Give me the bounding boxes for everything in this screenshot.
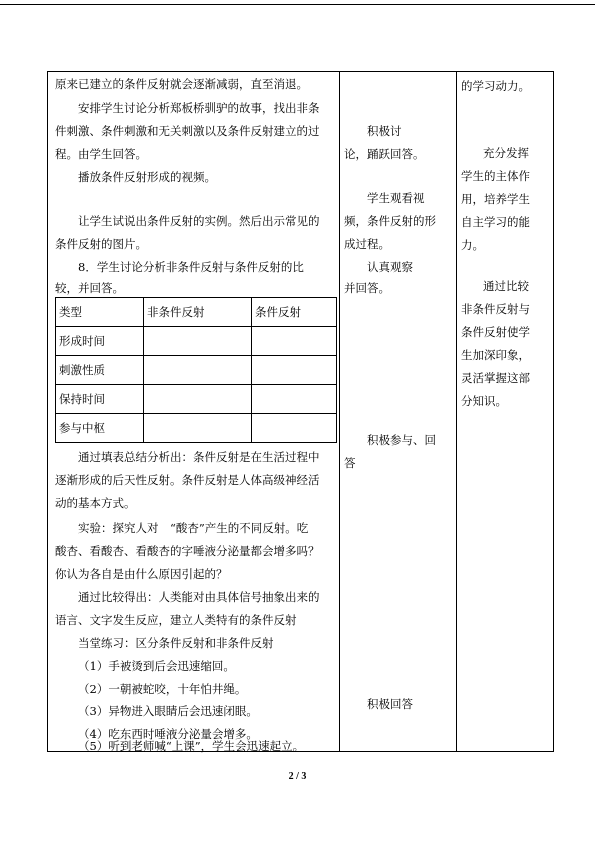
paragraph-line: 通过填表总结分析出：条件反射是在生活过程中 [78, 450, 320, 464]
paragraph-line: 通过比较得出：人类能对由具体信号抽象出来的 [78, 590, 320, 604]
paragraph-line: 非条件反射与 [461, 302, 530, 316]
paragraph-line: 充分发挥 [483, 146, 529, 160]
paragraph-line: 程。由学生回答。 [55, 147, 147, 161]
paragraph-line: 动的基本方式。 [55, 496, 136, 510]
table-row-label: 保持时间 [59, 392, 105, 406]
paragraph-line: 灵活掌握这部 [461, 371, 530, 385]
exercise-item: （5）听到老师喊“上课”，学生会迅速起立。 [78, 739, 305, 753]
table-header-cell: 类型 [59, 305, 82, 319]
paragraph-line: 酸杏、看酸杏、看酸杏的字唾液分泌量都会增多吗？ [55, 544, 320, 558]
paragraph-line: 较，并回答。 [55, 281, 124, 295]
paragraph-line: 成过程。 [344, 237, 390, 251]
paragraph-line: 并回答。 [344, 281, 390, 295]
exercise-item: （1）手被烫到后会迅速缩回。 [78, 659, 235, 673]
comparison-table [55, 297, 337, 443]
paragraph-line: 频，条件反射的形 [344, 214, 436, 228]
table-row [56, 327, 336, 356]
table-row [56, 356, 336, 385]
exercise-item: （3）异物进入眼睛后会迅速闭眼。 [78, 704, 258, 718]
paragraph-line: 你认为各自是由什么原因引起的？ [55, 567, 228, 581]
paragraph-line: 自主学习的能 [461, 215, 530, 229]
paragraph-line: 语言、文字发生反应，建立人类特有的条件反射 [55, 613, 297, 627]
paragraph-line: 答 [344, 456, 356, 470]
paragraph-line: 逐渐形成的后天性反射。条件反射是人体高级神经活 [55, 473, 320, 487]
paragraph-line: 条件反射的图片。 [55, 237, 147, 251]
paragraph-line: 用，培养学生 [461, 192, 530, 206]
table-row [56, 385, 336, 414]
paragraph-line: 当堂练习：区分条件反射和非条件反射 [78, 636, 274, 650]
paragraph-line: 认真观察 [367, 260, 413, 274]
paragraph-line: 8．学生讨论分析非条件反射与条件反射的比 [78, 260, 304, 274]
table-row-label: 形成时间 [59, 334, 105, 348]
table-row [56, 414, 336, 443]
paragraph-line: 通过比较 [483, 279, 529, 293]
lesson-table [47, 71, 554, 752]
paragraph-line: 原来已建立的条件反射就会逐渐减弱，直至消退。 [55, 77, 308, 91]
paragraph-line: 分知识。 [461, 394, 507, 408]
paragraph-line: 的学习动力。 [461, 79, 530, 93]
table-row-label: 刺激性质 [59, 363, 105, 377]
paragraph-line: 安排学生讨论分析郑板桥驯驴的故事，找出非条 [78, 101, 320, 115]
header-rule [0, 4, 595, 5]
exercise-item: （2）一朝被蛇咬，十年怕井绳。 [78, 682, 247, 696]
page-number: 2 / 3 [288, 771, 307, 782]
table-header-cell: 非条件反射 [147, 305, 205, 319]
paragraph-line: 学生观看视 [367, 191, 425, 205]
exercise-item: （4）吃东西时唾液分泌量会增多。 [78, 727, 258, 741]
paragraph-line: 积极参与、回 [367, 433, 436, 447]
paragraph-line: 实验：探究人对 “酸杏”产生的不同反射。吃 [78, 521, 309, 535]
paragraph-line: 论，踊跃回答。 [344, 147, 425, 161]
teacher-activity-column [48, 72, 339, 751]
paragraph-line: 积极回答 [367, 697, 413, 711]
design-intent-column [457, 72, 553, 751]
table-row-label: 参与中枢 [59, 421, 105, 435]
table-header-cell: 条件反射 [255, 305, 301, 319]
paragraph-line: 学生的主体作 [461, 169, 530, 183]
table-header-row [56, 298, 336, 327]
paragraph-line: 件刺激、条件刺激和无关刺激以及条件反射建立的过 [55, 124, 320, 138]
paragraph-line: 生加深印象， [461, 348, 530, 362]
paragraph-line: 条件反射使学 [461, 325, 530, 339]
paragraph-line: 让学生试说出条件反射的实例。然后出示常见的 [78, 214, 320, 228]
student-activity-column [340, 72, 456, 751]
paragraph-line: 积极讨 [367, 124, 402, 138]
paragraph-line: 播放条件反射形成的视频。 [78, 170, 216, 184]
paragraph-line: 力。 [461, 238, 484, 252]
